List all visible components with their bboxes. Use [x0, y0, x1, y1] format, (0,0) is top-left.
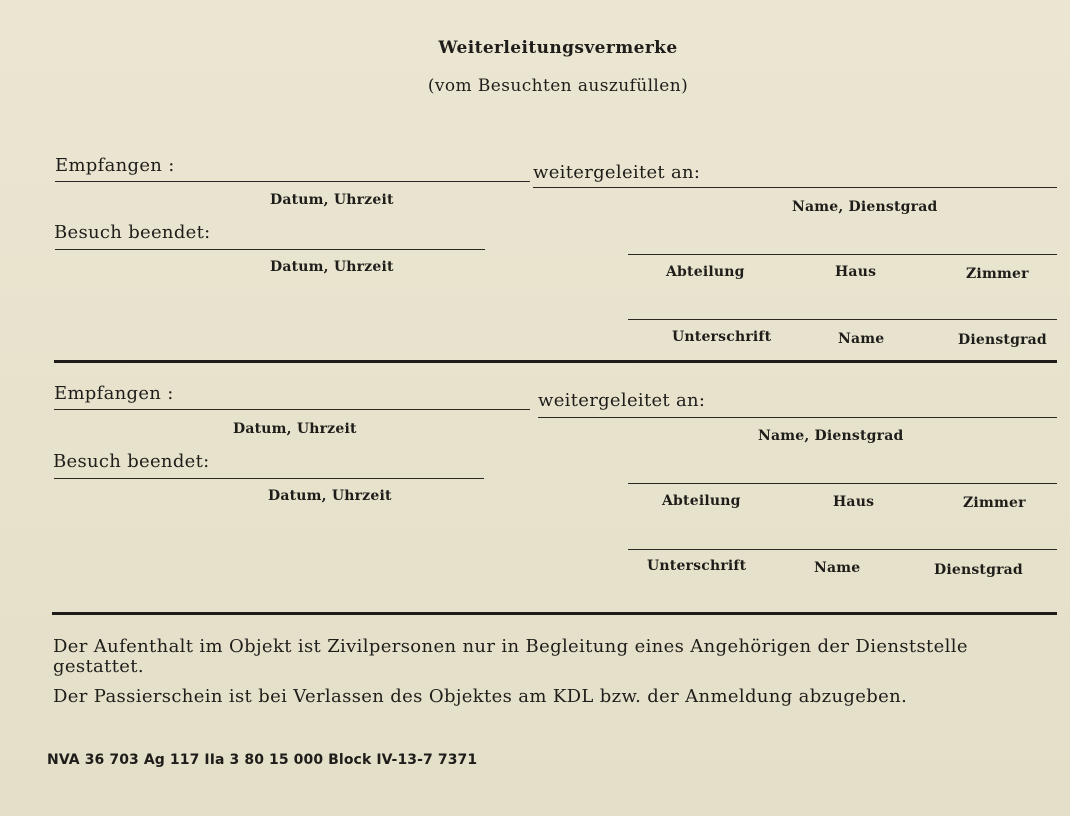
- unterschrift-field-line[interactable]: [628, 319, 1057, 320]
- print-code: NVA 36 703 Ag 117 IIa 3 80 15 000 Block IV-13-7 7371: [47, 752, 478, 768]
- empfangen-caption: Datum, Uhrzeit: [233, 421, 357, 437]
- dienstgrad-caption: Dienstgrad: [934, 562, 1023, 578]
- notice-line-3: Der Passierschein ist bei Verlassen des Objektes am KDL bzw. der Anmeldung abzugeben.: [53, 686, 908, 707]
- unterschrift-caption: Unterschrift: [647, 558, 747, 574]
- unterschrift-field-line[interactable]: [628, 549, 1057, 550]
- notice-line-2: gestattet.: [53, 656, 144, 677]
- empfangen-field-line[interactable]: [54, 409, 530, 410]
- name-dienstgrad-caption: Name, Dienstgrad: [758, 428, 904, 444]
- dienstgrad-caption: Dienstgrad: [958, 332, 1047, 348]
- empfangen-label: Empfangen :: [55, 155, 175, 176]
- notice-line-1: Der Aufenthalt im Objekt ist Zivilpersonen nur in Begleitung eines Angehörigen der Dienststelle: [53, 636, 968, 657]
- section-divider: [52, 612, 1057, 615]
- empfangen-label: Empfangen :: [54, 383, 174, 404]
- empfangen-field-line[interactable]: [55, 181, 530, 182]
- zimmer-caption: Zimmer: [966, 266, 1029, 282]
- unterschrift-caption: Unterschrift: [672, 329, 772, 345]
- besuch-beendet-caption: Datum, Uhrzeit: [268, 488, 392, 504]
- name-dienstgrad-caption: Name, Dienstgrad: [792, 199, 938, 215]
- form-subtitle: (vom Besuchten auszufüllen): [427, 76, 689, 96]
- weitergeleitet-field-line[interactable]: [538, 417, 1057, 418]
- weitergeleitet-label: weitergeleitet an:: [538, 390, 706, 411]
- abteilung-field-line[interactable]: [628, 254, 1057, 255]
- zimmer-caption: Zimmer: [963, 495, 1026, 511]
- haus-caption: Haus: [835, 264, 877, 280]
- form-title: Weiterleitungsvermerke: [438, 38, 678, 58]
- weitergeleitet-label: weitergeleitet an:: [533, 162, 701, 183]
- besuch-beendet-label: Besuch beendet:: [54, 222, 211, 243]
- section-divider: [54, 360, 1057, 363]
- besuch-beendet-caption: Datum, Uhrzeit: [270, 259, 394, 275]
- empfangen-caption: Datum, Uhrzeit: [270, 192, 394, 208]
- abteilung-caption: Abteilung: [666, 264, 745, 280]
- abteilung-caption: Abteilung: [662, 493, 741, 509]
- name-caption: Name: [838, 331, 885, 347]
- abteilung-field-line[interactable]: [628, 483, 1057, 484]
- weitergeleitet-field-line[interactable]: [533, 187, 1057, 188]
- besuch-beendet-field-line[interactable]: [54, 478, 484, 479]
- besuch-beendet-field-line[interactable]: [55, 249, 485, 250]
- besuch-beendet-label: Besuch beendet:: [53, 451, 210, 472]
- name-caption: Name: [814, 560, 861, 576]
- haus-caption: Haus: [833, 494, 875, 510]
